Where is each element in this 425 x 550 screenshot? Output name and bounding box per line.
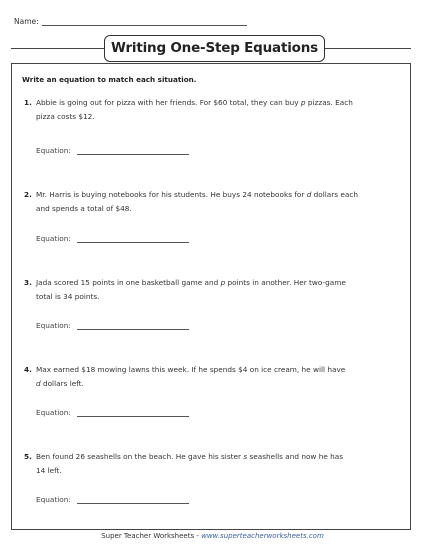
problem-number: 2. [24,190,32,199]
problem-1 [24,96,394,123]
page-title: Writing One-Step Equations [111,40,318,56]
title-rule-right [324,48,411,49]
problem-text: Abbie is going out for pizza with her friends. For $60 total, they can buy p pizzas. Each pizza costs $12. [36,98,353,121]
problem-number: 3. [24,278,32,287]
footer-site-link[interactable]: www.superteacherworksheets.com [201,532,324,540]
equation-label: Equation: [36,408,71,417]
equation-answer-line[interactable] [77,322,189,330]
footer [0,532,425,540]
instructions: Write an equation to match each situation. [22,75,197,84]
problem-4 [24,363,394,390]
equation-row-2 [36,234,189,243]
problem-5 [24,450,394,477]
equation-answer-line[interactable] [77,147,189,155]
equation-label: Equation: [36,234,71,243]
problem-text: Jada scored 15 points in one basketball game and p points in another. Her two-game total is 34 points. [36,278,346,301]
equation-answer-line[interactable] [77,235,189,243]
equation-label: Equation: [36,495,71,504]
problem-number: 5. [24,452,32,461]
equation-label: Equation: [36,321,71,330]
equation-row-1 [36,146,189,155]
problem-3 [24,276,394,303]
equation-row-5 [36,495,189,504]
title-rule-left [11,48,105,49]
equation-row-4 [36,408,189,417]
problem-2 [24,188,394,215]
name-input-line[interactable] [42,18,247,26]
problem-number: 1. [24,98,32,107]
problem-text: Ben found 26 seashells on the beach. He gave his sister s seashells and now he has 14 left. [36,452,344,475]
equation-row-3 [36,321,189,330]
problem-text: Max earned $18 mowing lawns this week. If he spends $4 on ice cream, he will have d dollars left. [36,365,346,388]
equation-label: Equation: [36,146,71,155]
name-field-row [14,17,247,26]
problem-text: Mr. Harris is buying notebooks for his students. He buys 24 notebooks for d dollars each and spends a total of $48. [36,190,358,213]
title-box [104,35,325,62]
equation-answer-line[interactable] [77,409,189,417]
equation-answer-line[interactable] [77,496,189,504]
problem-number: 4. [24,365,32,374]
name-label: Name: [14,17,39,26]
footer-text: Super Teacher Worksheets - [101,532,202,540]
